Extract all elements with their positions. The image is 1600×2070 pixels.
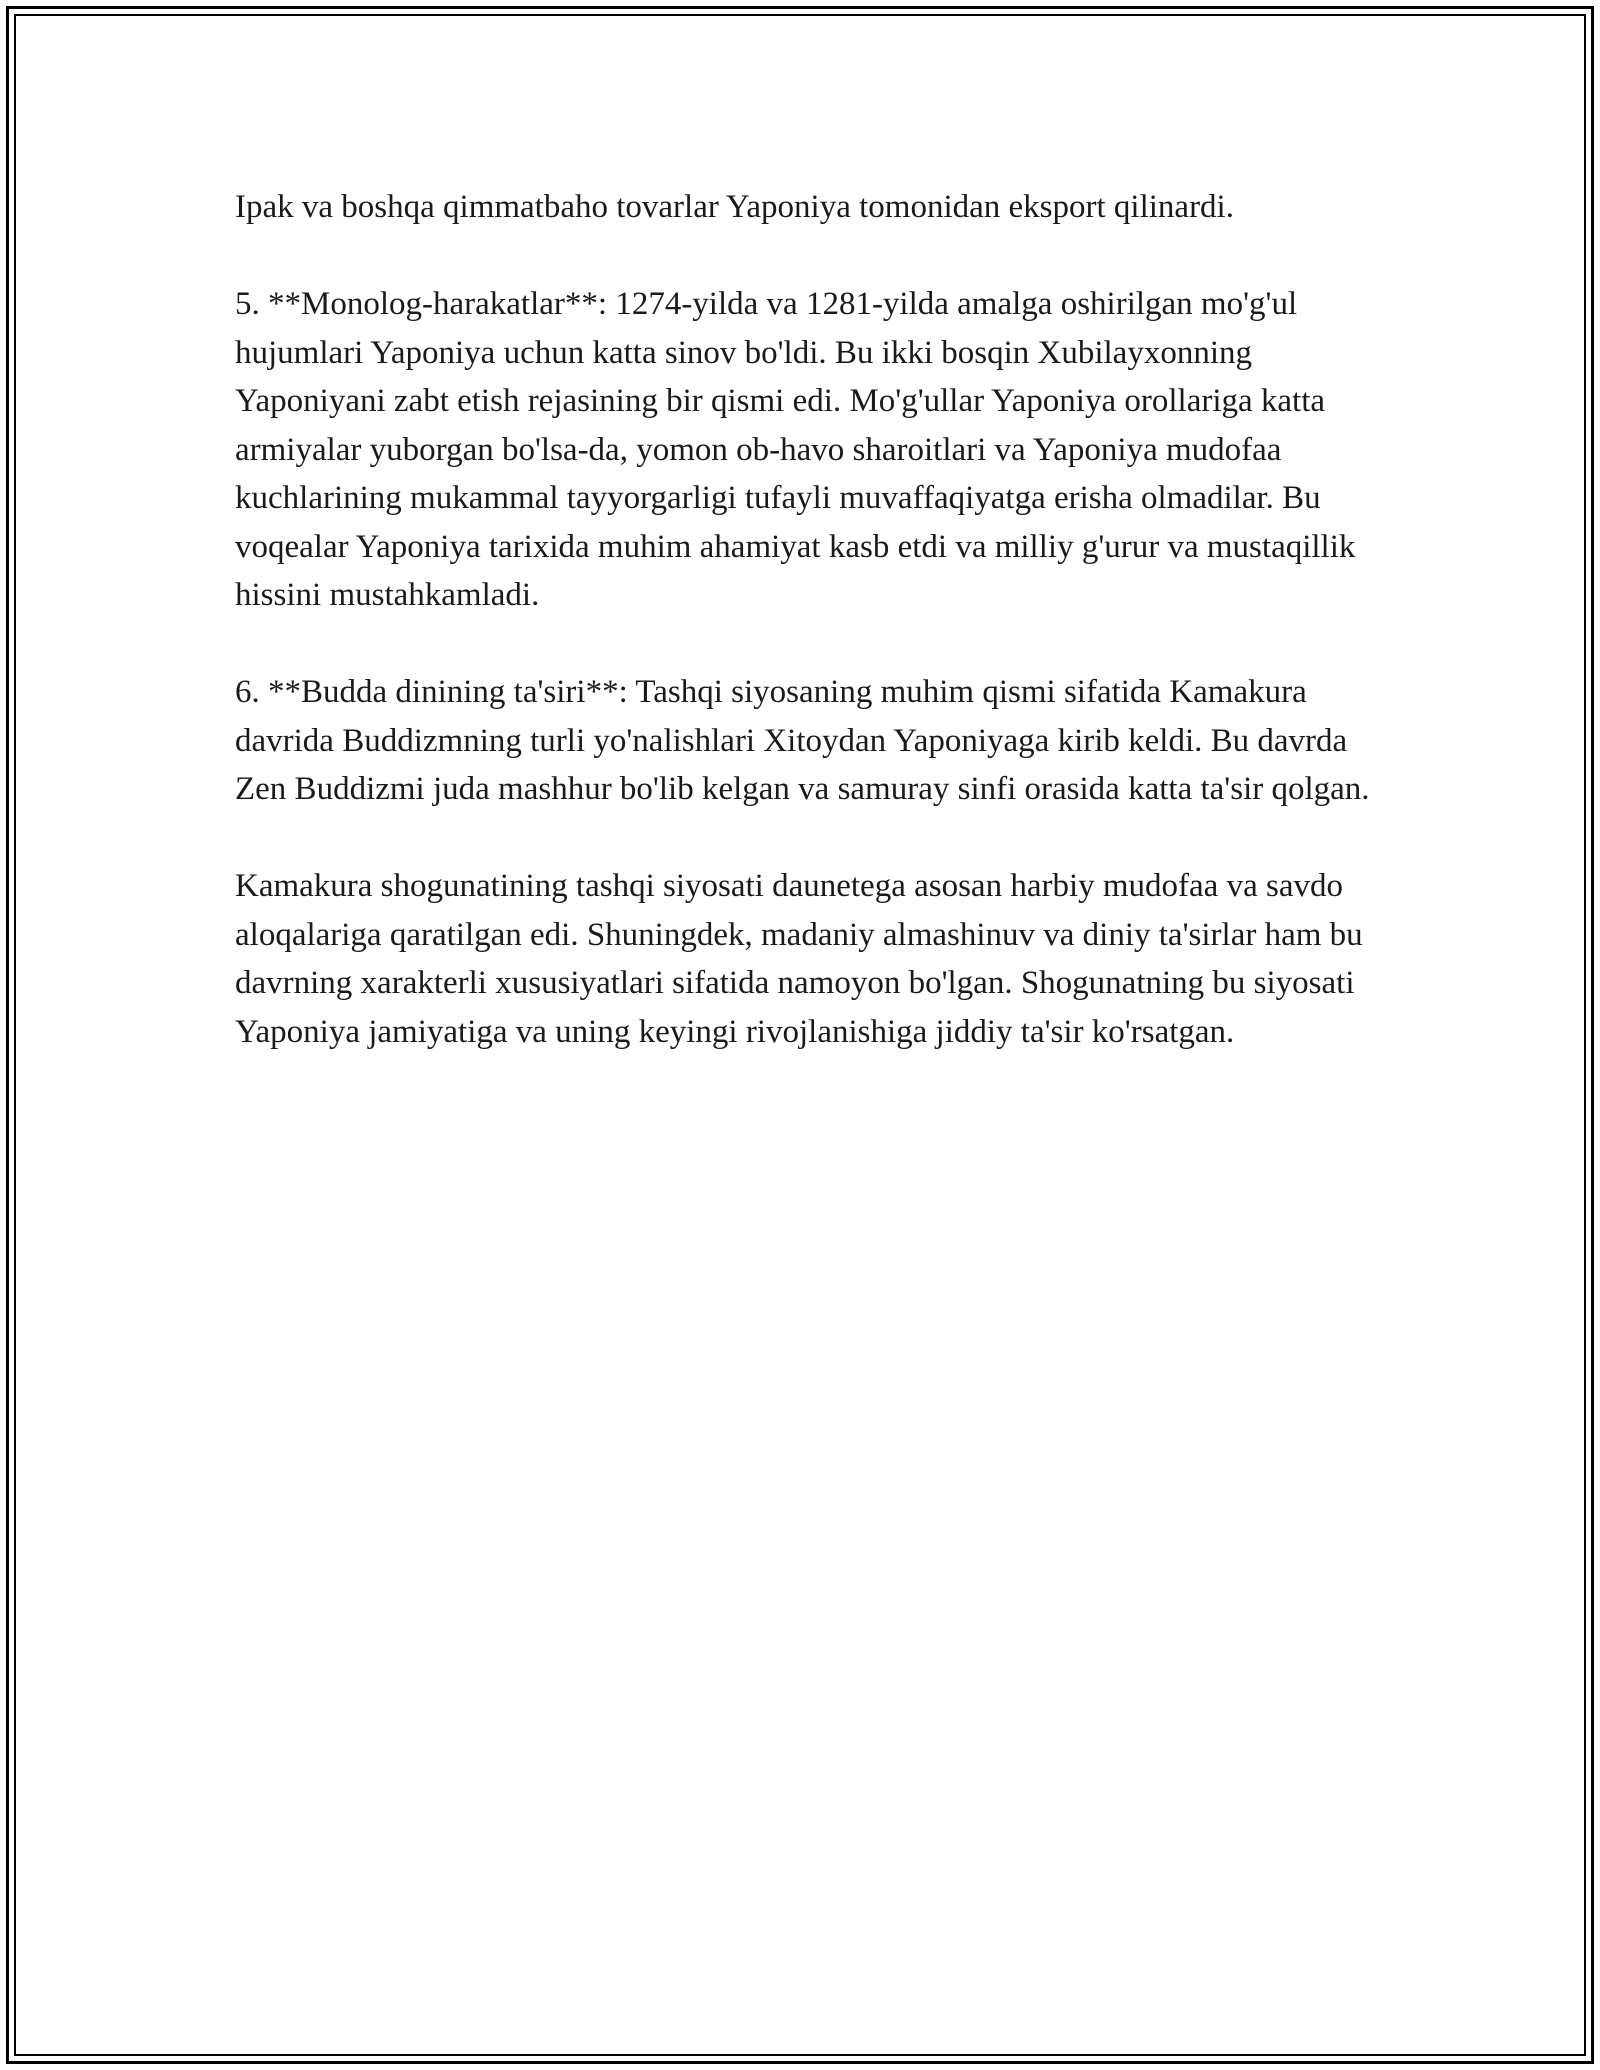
paragraph-conclusion: Kamakura shogunatining tashqi siyosati daunetega asosan harbiy mudofaa va savdo aloqalariga qaratilgan edi. Shuningdek, madaniy almashinuv va diniy ta'sirlar ham bu davrning xarakterli xususiyatlari sifatida namoyon bo'lgan. Shogunatning bu siyosati Yaponiya jamiyatiga va uning keyingi rivojlanishiga jiddiy ta'sir ko'rsatgan.	[235, 868, 1363, 1050]
paragraph-export-goods: Ipak va boshqa qimmatbaho tovarlar Yaponiya tomonidan eksport qilinardi.	[235, 189, 1234, 225]
document-body	[235, 183, 1385, 1105]
paragraph-mongol-invasions: 5. **Monolog-harakatlar**: 1274-yilda va 1281-yilda amalga oshirilgan mo'g'ul hujumlari Yaponiya uchun katta sinov bo'ldi. Bu ikki bosqin Xubilayxonning Yaponiyani zabt etish rejasining bir qismi edi. Mo'g'ullar Yaponiya orollariga katta armiyalar yuborgan bo'lsa-da, yomon ob-havo sharoitlari va Yaponiya mudofaa kuchlarining mukammal tayyorgarligi tufayli muvaffaqiyatga erisha olmadilar. Bu voqealar Yaponiya tarixida muhim ahamiyat kasb etdi va milliy g'urur va mustaqillik hissini mustahkamladi.	[235, 286, 1356, 613]
paragraph-buddhism-influence: 6. **Budda dinining ta'siri**: Tashqi siyosaning muhim qismi sifatida Kamakura davrida Buddizmning turli yo'nalishlari Xitoydan Yaponiyaga kirib keldi. Bu davrda Zen Buddizmi juda mashhur bo'lib kelgan va samuray sinfi orasida katta ta'sir qolgan.	[235, 674, 1370, 807]
